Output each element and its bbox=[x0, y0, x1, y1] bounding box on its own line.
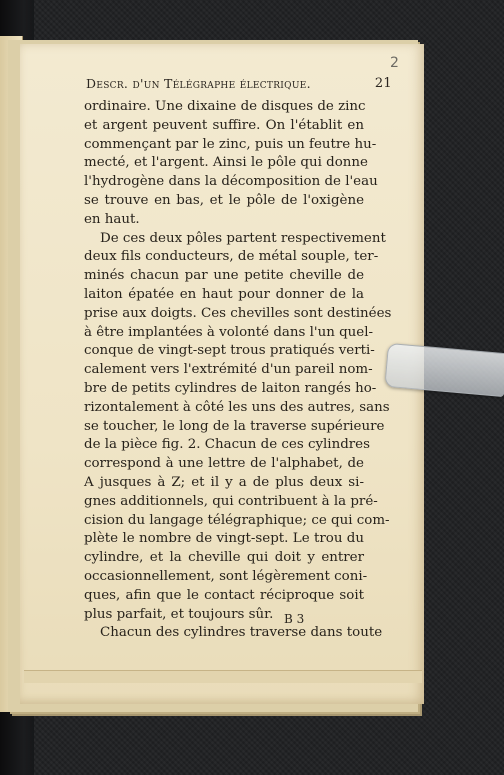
running-head bbox=[86, 76, 392, 91]
text-line: commençant par le zinc, puis un feutre hu- bbox=[84, 136, 377, 152]
text-line: cision du langage télégraphique; ce qui com- bbox=[84, 512, 390, 528]
text-line: rizontalement à côté les uns des autres, sans bbox=[84, 399, 390, 415]
running-title: Descr. d'un Télégraphe électrique. bbox=[86, 76, 311, 91]
text-line: se toucher, le long de la traverse supérieure bbox=[84, 418, 385, 434]
text-line: et argent peuvent suffire. On l'établit en bbox=[84, 117, 364, 133]
pencil-page-mark: 2 bbox=[390, 55, 399, 71]
text-line: bre de petits cylindres de laiton rangés ho- bbox=[84, 380, 377, 396]
text-line: deux fils conducteurs, de métal souple, ter- bbox=[84, 249, 379, 265]
signature-mark: B 3 bbox=[284, 612, 305, 626]
text-line: mecté, et l'argent. Ainsi le pôle qui donne bbox=[84, 155, 368, 171]
text-line: prise aux doigts. Ces chevilles sont destinées bbox=[84, 305, 392, 321]
text-line: conque de vingt-sept trous pratiqués verti- bbox=[84, 343, 375, 359]
text-line: occasionnellement, sont légèrement coni- bbox=[84, 568, 368, 584]
text-line: à être implantées à volonté dans l'un quel- bbox=[84, 324, 374, 340]
text-line: cylindre, et la cheville qui doit y entrer bbox=[84, 550, 364, 566]
body-text bbox=[84, 98, 392, 643]
text-line: laiton épatée en haut pour donner de la bbox=[84, 286, 364, 302]
text-line: plète le nombre de vingt-sept. Le trou du bbox=[84, 531, 364, 547]
text-line: de la pièce fig. 2. Chacun de ces cylindres bbox=[84, 437, 370, 453]
text-line: De ces deux pôles partent respectivement bbox=[100, 230, 386, 246]
page-bottom-edge bbox=[24, 670, 422, 683]
text-line: Chacun des cylindres traverse dans toute bbox=[100, 625, 383, 641]
text-line: plus parfait, et toujours sûr. bbox=[84, 606, 274, 622]
text-line: calement vers l'extrémité d'un pareil nom- bbox=[84, 362, 373, 378]
text-line: se trouve en bas, et le pôle de l'oxigène bbox=[84, 192, 364, 208]
text-line: ques, afin que le contact réciproque soit bbox=[84, 587, 364, 603]
text-line: A jusques à Z; et il y a de plus deux si- bbox=[84, 474, 364, 490]
text-line: gnes additionnels, qui contribuent à la pré- bbox=[84, 493, 378, 509]
text-line: en haut. bbox=[84, 211, 140, 227]
text-line: minés chacun par une petite cheville de bbox=[84, 268, 364, 284]
text-line: ordinaire. Une dixaine de disques de zinc bbox=[84, 99, 366, 114]
text-line: correspond à une lettre de l'alphabet, de bbox=[84, 456, 364, 472]
text-line: l'hydrogène dans la décomposition de l'eau bbox=[84, 174, 378, 190]
page-number: 21 bbox=[374, 76, 392, 91]
